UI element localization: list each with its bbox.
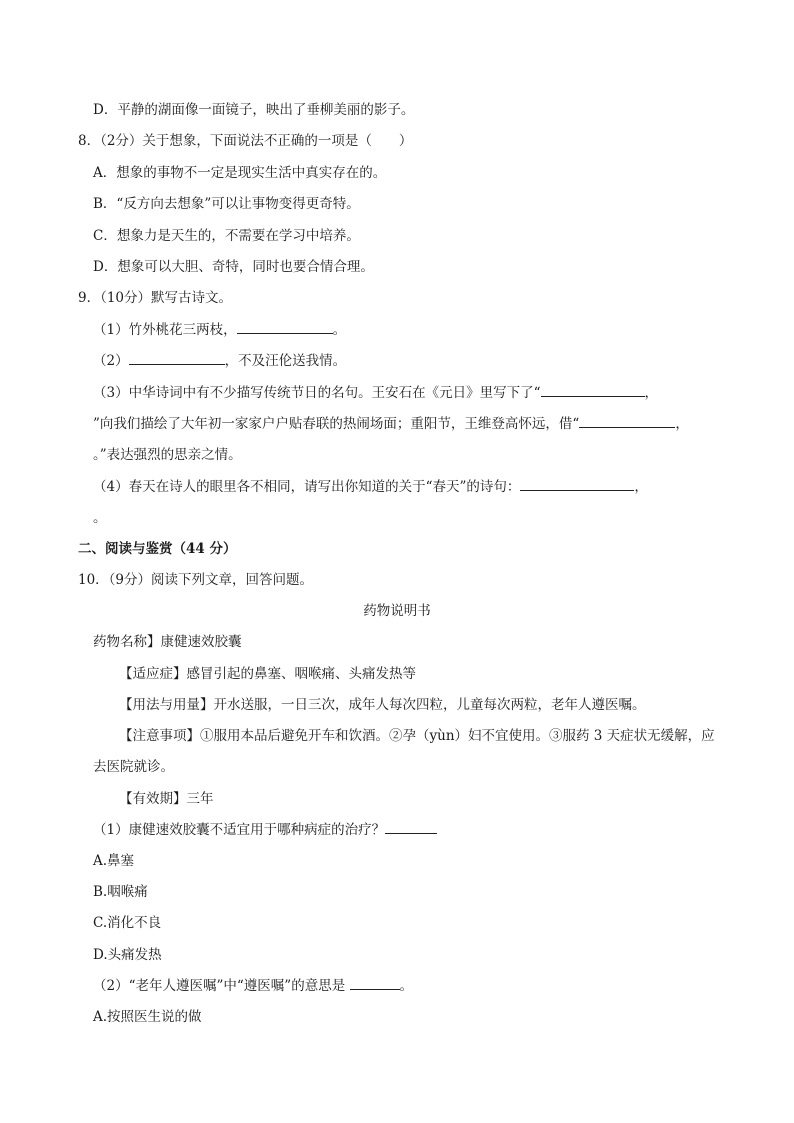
q8-option-a: A．想象的事物不一定是现实生活中真实存在的。 <box>93 165 387 181</box>
q9-sub3-answer-blank-2[interactable] <box>579 415 675 428</box>
drug-validity: 【有效期】三年 <box>119 791 214 807</box>
q9-sub1 <box>93 321 346 339</box>
q9-stem: 9．（10分）默写古诗文。 <box>78 290 233 306</box>
q9-sub2-suffix: ，不及汪伦送我情。 <box>224 353 347 369</box>
q9-sub2 <box>93 352 346 370</box>
drug-indication: 【适应症】感冒引起的鼻塞、咽喉痛、头痛发热等 <box>119 666 416 682</box>
q10-sub1-stem <box>93 821 437 839</box>
q8-option-d: D．想象可以大胆、奇特，同时也要合情合理。 <box>93 259 374 275</box>
q9-sub3-answer-blank-1[interactable] <box>541 384 645 397</box>
q9-sub4-answer-blank[interactable] <box>520 478 634 491</box>
q10-sub2-answer-blank[interactable] <box>350 977 400 990</box>
q9-sub3-line3: 。”表达强烈的思亲之情。 <box>93 447 242 463</box>
q10-sub2-suffix: 。 <box>399 978 413 994</box>
section2-heading: 二、阅读与鉴赏（44 分） <box>78 541 237 557</box>
q10-sub2-text: （2）“老年人遵医嘱”中“遵医嘱”的意思是 <box>93 978 346 994</box>
q10-sub2-stem <box>93 977 413 995</box>
q10-sub1-option-d: D.头痛发热 <box>93 947 162 963</box>
q10-sub2-option-a: A.按照医生说的做 <box>93 1009 202 1025</box>
q9-sub4-line2: 。 <box>93 510 107 526</box>
drug-notes-line1: 【注意事项】①服用本品后避免开车和饮酒。②孕（yùn）妇不宜使用。③服药 3 天症状无缓解，应 <box>119 728 715 744</box>
article-title: 药物说明书 <box>363 603 431 619</box>
q9-sub3-line2 <box>93 415 689 433</box>
q10-sub1-option-c: C.消化不良 <box>93 915 162 931</box>
q7-option-d: D．平静的湖面像一面镜子，映出了垂柳美丽的影子。 <box>93 102 415 118</box>
q9-sub4-text: （4）春天在诗人的眼里各不相同，请写出你知道的关于“春天”的诗句： <box>93 479 521 495</box>
q10-stem: 10．（9分）阅读下列文章，回答问题。 <box>78 572 314 588</box>
q8-option-c: C．想象力是天生的，不需要在学习中培养。 <box>93 228 360 244</box>
q9-sub4-line1 <box>93 478 648 496</box>
q9-sub2-prefix: （2） <box>93 353 129 369</box>
q9-sub3-line2-text: ”向我们描绘了大年初一家家户户贴春联的热闹场面；重阳节，王维登高怀远，借“ <box>93 416 580 432</box>
q9-sub2-answer-blank[interactable] <box>129 352 225 365</box>
q9-sub1-prefix: （1）竹外桃花三两枝， <box>93 322 237 338</box>
q9-sub4-suffix: ， <box>634 479 648 495</box>
q9-sub3-line2-suffix: ， <box>675 416 689 432</box>
q8-stem: 8．（2分）关于想象，下面说法不正确的一项是（ ） <box>78 133 413 149</box>
q9-sub1-suffix: 。 <box>332 322 347 338</box>
drug-name-line: 药物名称】康健速效胶囊 <box>93 634 242 650</box>
q10-sub1-text: （1）康健速效胶囊不适宜用于哪种病症的治疗？ <box>93 822 386 838</box>
q9-sub3-line1 <box>93 384 658 402</box>
q9-sub3-line1-text: （3）中华诗词中有不少描写传统节日的名句。王安石在《元日》里写下了“ <box>93 385 541 401</box>
q9-sub1-answer-blank[interactable] <box>237 321 333 334</box>
drug-usage: 【用法与用量】开水送服，一日三次，成年人每次四粒，儿童每次两粒，老年人遵医嘱。 <box>119 697 646 713</box>
q9-sub3-line1-suffix: ， <box>644 385 658 401</box>
q10-sub1-option-a: A.鼻塞 <box>93 853 135 869</box>
q8-option-b: B．“反方向去想象”可以让事物变得更奇特。 <box>93 196 360 212</box>
drug-notes-line2: 去医院就诊。 <box>93 759 174 775</box>
q10-sub1-answer-blank[interactable] <box>385 821 437 834</box>
q10-sub1-option-b: B.咽喉痛 <box>93 884 148 900</box>
